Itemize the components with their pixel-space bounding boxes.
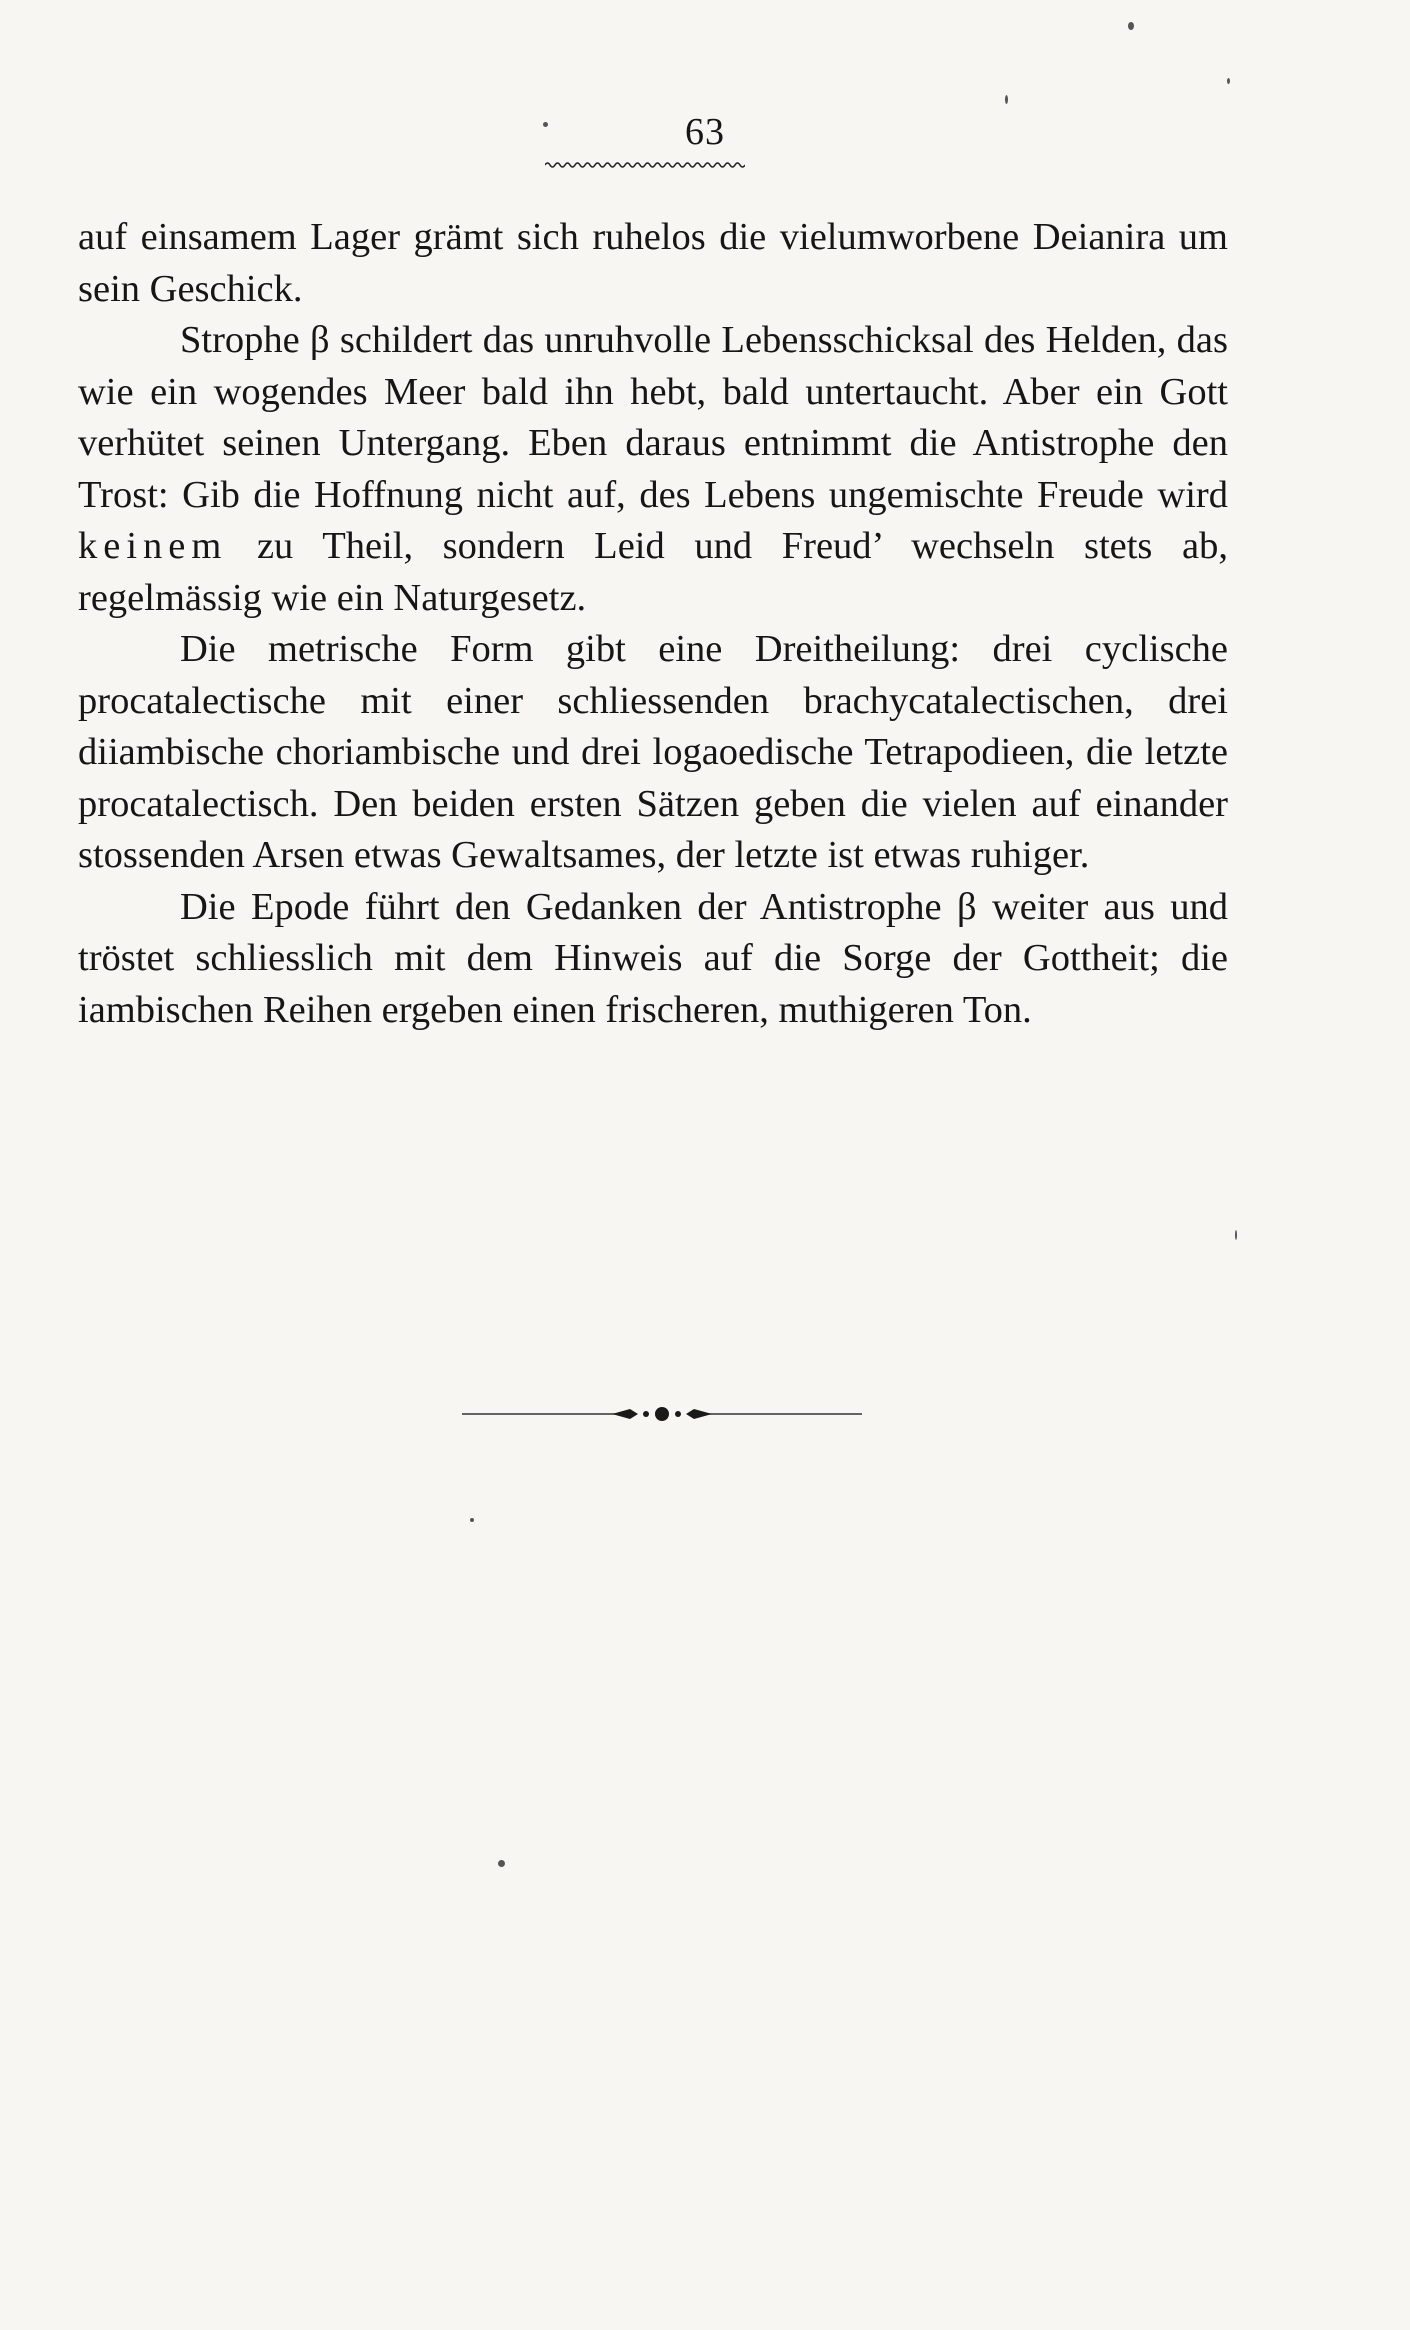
- wavy-header-rule: [545, 160, 745, 170]
- paragraph-4: [78, 882, 1228, 1037]
- text-run: Die Epode führt den Gedanken der Antistrophe β weiter aus und tröstet schliesslich mit dem Hinweis auf die Sorge der Gottheit; die iambischen Reihen ergeben einen frischeren, muthigeren Ton.: [78, 885, 1228, 1031]
- text-run: zu Theil, sondern Leid und Freud’ wechseln stets ab, regelmässig wie ein Naturgesetz.: [78, 525, 1228, 619]
- end-ornament: [462, 1402, 862, 1426]
- scan-speck: [470, 1518, 474, 1522]
- scan-speck: [1227, 78, 1230, 84]
- text-run: Die metrische Form gibt eine Dreitheilung: drei cyclische procatalectische mit einer schliessenden brachycatalectischen, drei diiambische choriambische und drei logaoedische Tetrapodieen, die letzte procatalectisch. Den beiden ersten Sätzen geben die vielen auf einander stossenden Arsen etwas Gewaltsames, der letzte ist etwas ruhiger.: [78, 628, 1228, 876]
- page-number: 63: [685, 111, 725, 153]
- scan-speck: [543, 122, 548, 127]
- text-run: auf einsamem Lager grämt sich ruhelos die vielumworbene Deianira um sein Geschick.: [78, 216, 1228, 310]
- scan-speck: [1005, 95, 1008, 104]
- paragraph-1: [78, 212, 1228, 315]
- emphasized-word: keinem: [78, 525, 228, 567]
- paragraph-2: [78, 315, 1228, 624]
- scan-speck: [498, 1860, 505, 1867]
- scan-speck: [1235, 1230, 1237, 1240]
- text-run: Strophe β schildert das unruhvolle Lebensschicksal des Helden, das wie ein wogendes Meer bald ihn hebt, bald untertaucht. Aber ein Gott verhütet seinen Untergang. Eben daraus entnimmt die Antistrophe den Trost: Gib die Hoffnung nicht auf, des Lebens ungemischte Freude wird: [78, 319, 1228, 516]
- scan-speck: [1128, 22, 1134, 30]
- paragraph-3: [78, 624, 1228, 882]
- body-text: [78, 212, 1228, 1036]
